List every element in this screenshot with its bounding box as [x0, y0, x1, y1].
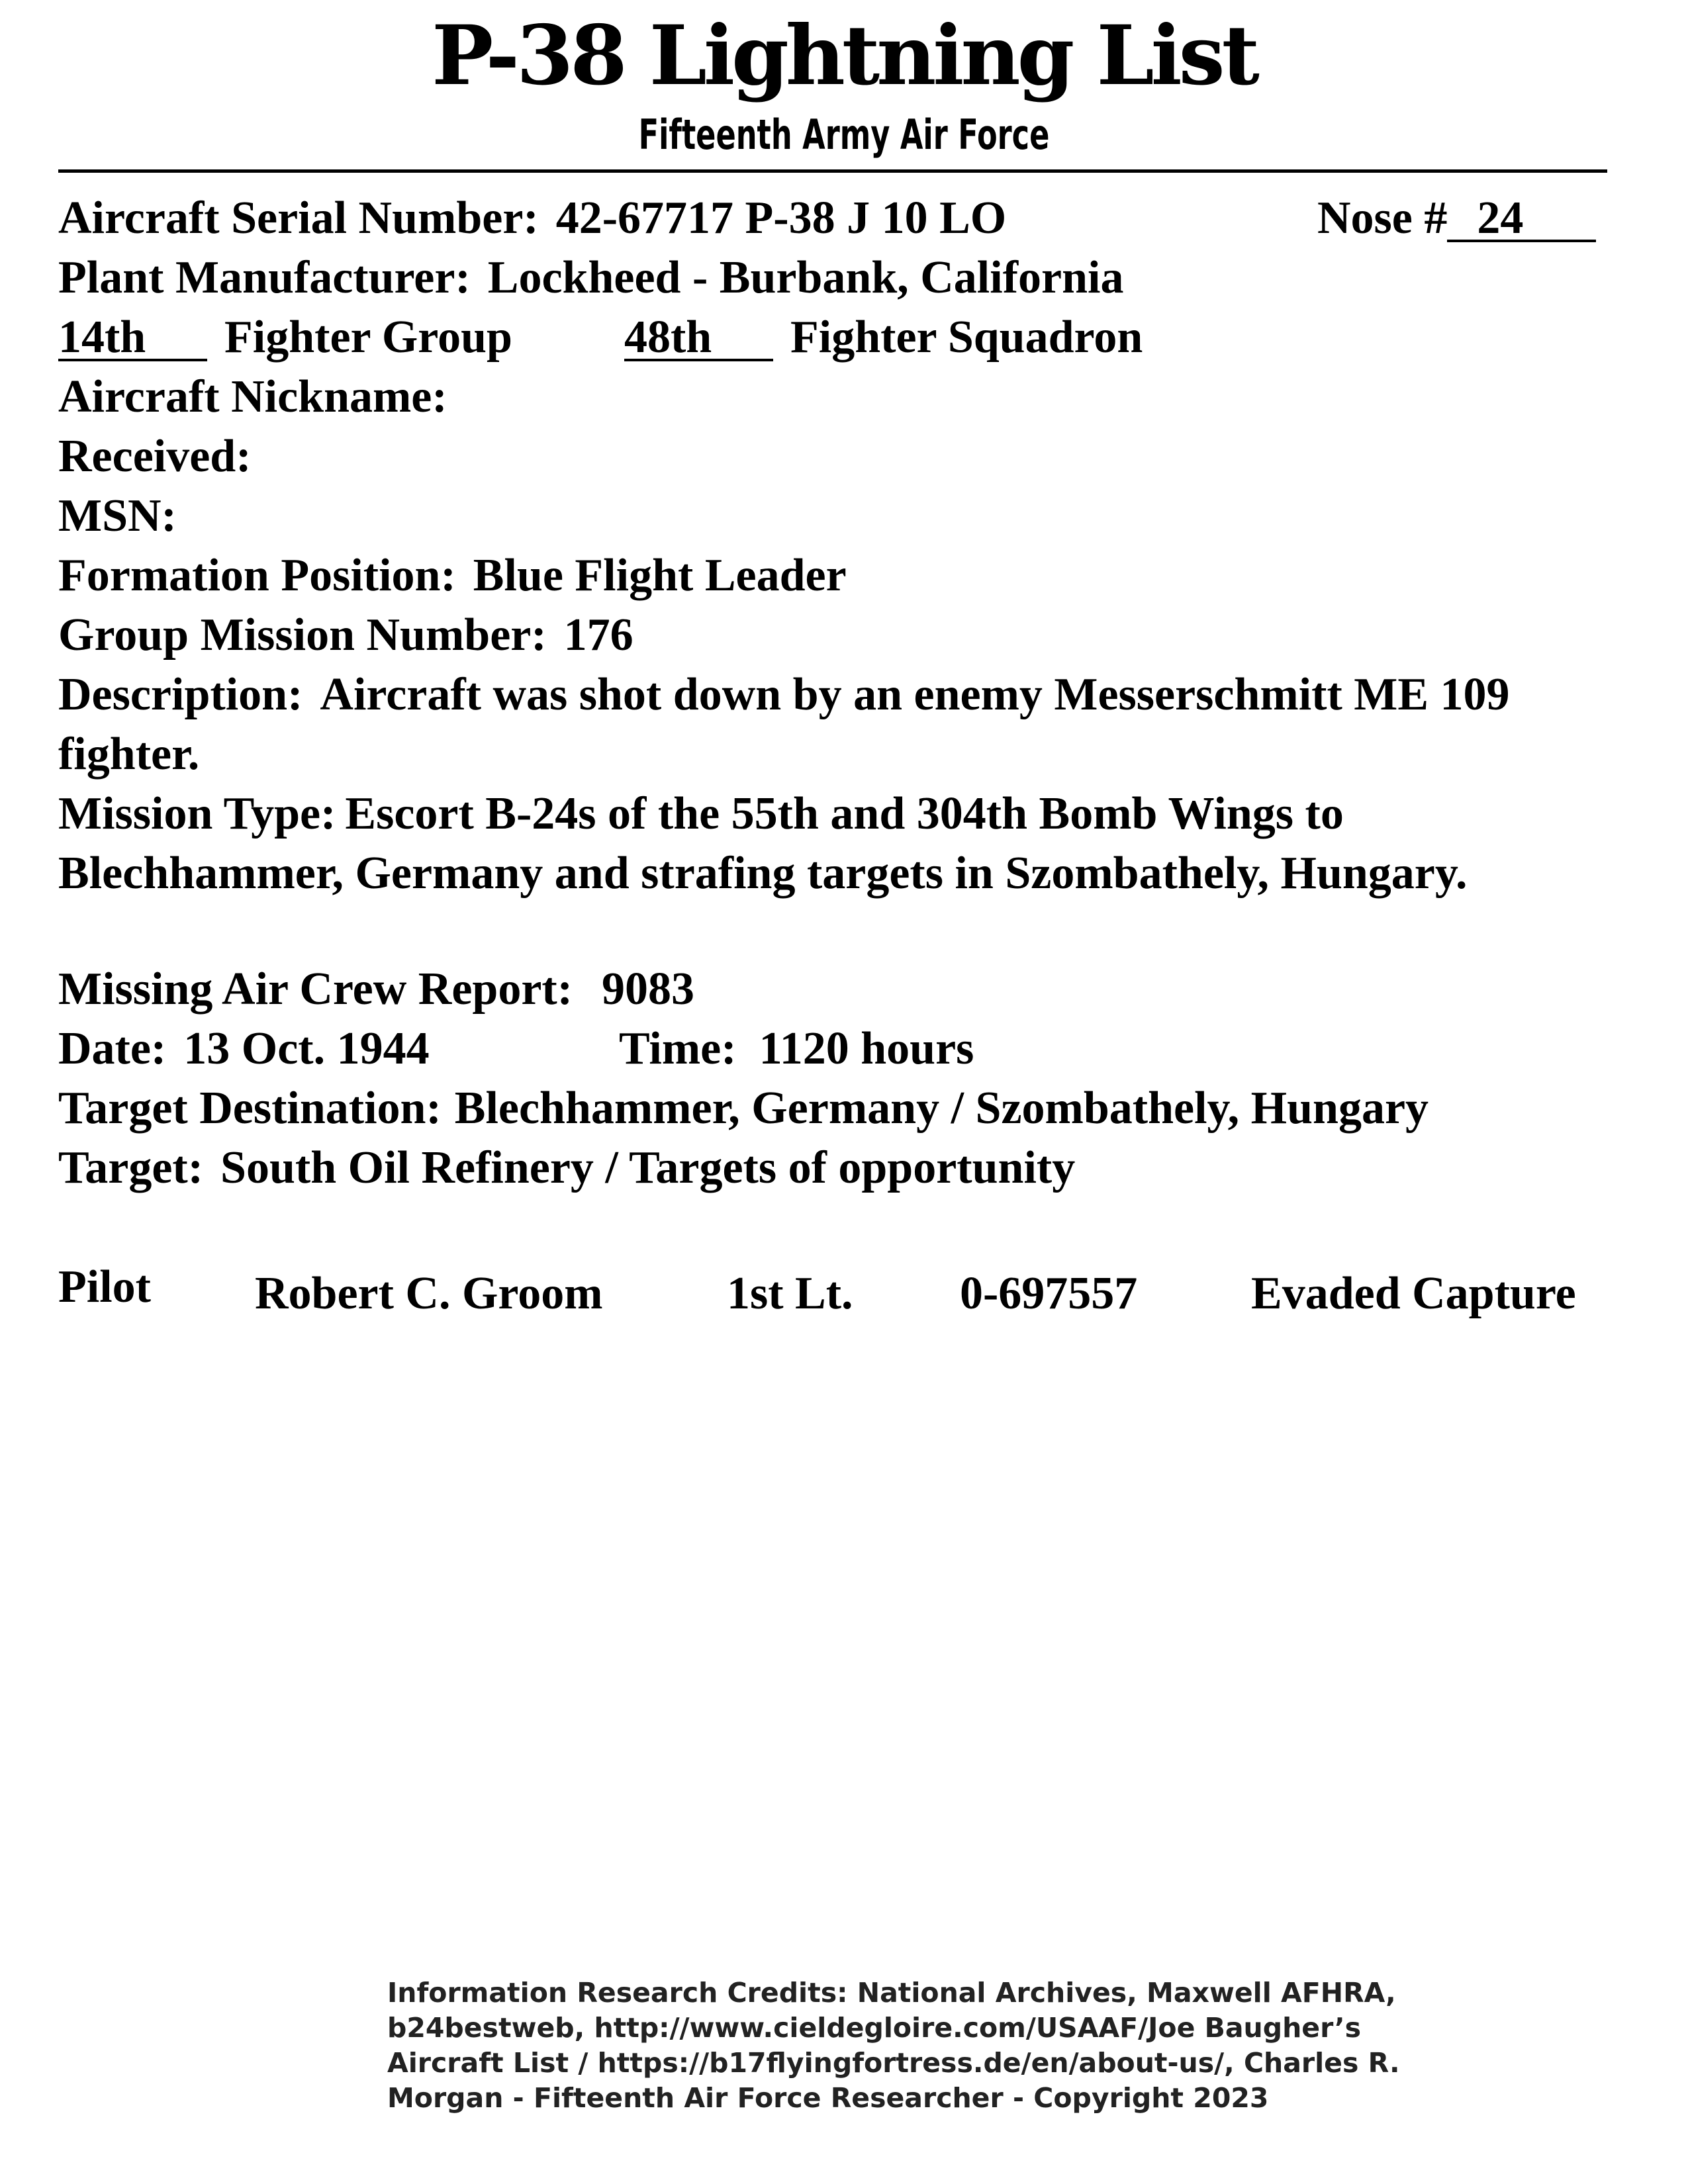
serial-number-label: Aircraft Serial Number: — [58, 193, 539, 244]
page-title: P-38 Lightning List — [432, 8, 1256, 104]
credits-line-1: Information Research Credits: National Archives, Maxwell AFHRA, — [387, 1977, 1396, 2009]
nose-number-value: 24 — [1447, 197, 1596, 242]
group-mission-label: Group Mission Number: — [58, 610, 547, 660]
macr-label: Missing Air Crew Report: — [58, 964, 573, 1015]
fighter-squadron-label: Fighter Squadron — [790, 312, 1143, 363]
date-value: 13 Oct. 1944 — [183, 1023, 430, 1074]
nose-number-row — [1317, 192, 1596, 245]
description-label: Description: — [58, 669, 303, 720]
credits-line-4: Morgan - Fifteenth Air Force Researcher - Copyright 2023 — [387, 2082, 1269, 2114]
crew-role: Pilot — [58, 1261, 151, 1312]
description-line-1: Aircraft was shot down by an enemy Messerschmitt ME 109 — [320, 669, 1510, 720]
macr-row — [58, 963, 694, 1016]
destination-row — [58, 1082, 1429, 1135]
group-row — [58, 311, 512, 364]
nickname-label: Aircraft Nickname: — [58, 371, 447, 422]
fighter-squadron-value: 48th — [624, 316, 773, 361]
date-row — [58, 1023, 430, 1075]
time-value: 1120 hours — [759, 1023, 974, 1074]
target-value: South Oil Refinery / Targets of opportunity — [220, 1142, 1076, 1193]
crew-rank: 1st Lt. — [727, 1268, 853, 1319]
crew-serial: 0-697557 — [960, 1268, 1138, 1319]
time-row — [619, 1023, 974, 1075]
mission-type-row — [58, 788, 1344, 841]
date-label: Date: — [58, 1023, 167, 1074]
credits-line-3: Aircraft List / https://b17flyingfortress.de/en/about-us/, Charles R. — [387, 2047, 1400, 2079]
target-label: Target: — [58, 1142, 204, 1193]
time-label: Time: — [619, 1023, 737, 1074]
mission-type-label: Mission Type: — [58, 788, 336, 839]
squadron-row — [624, 311, 1143, 364]
manufacturer-row — [58, 251, 1123, 304]
group-mission-row — [58, 609, 633, 662]
destination-value: Blechhammer, Germany / Szombathely, Hungary — [454, 1083, 1429, 1134]
target-row — [58, 1142, 1075, 1195]
header-rule — [58, 169, 1607, 173]
mission-type-line-1: Escort B-24s of the 55th and 304th Bomb Wings to — [345, 788, 1344, 839]
serial-number-value: 42-67717 P-38 J 10 LO — [555, 193, 1007, 244]
destination-label: Target Destination: — [58, 1083, 442, 1134]
macr-value: 9083 — [602, 964, 695, 1015]
credits-line-2: b24bestweb, http://www.cieldegloire.com/USAAF/Joe Baugher’s — [387, 2012, 1362, 2044]
msn-label: MSN: — [58, 490, 177, 541]
serial-number-row — [58, 192, 1006, 245]
mission-type-line-2: Blechhammer, Germany and strafing targets in Szombathely, Hungary. — [58, 848, 1468, 899]
manufacturer-value: Lockheed - Burbank, California — [487, 252, 1124, 303]
page-subtitle: Fifteenth Army Air Force — [638, 111, 1050, 159]
group-mission-value: 176 — [563, 610, 633, 660]
description-line-2: fighter. — [58, 729, 200, 780]
manufacturer-label: Plant Manufacturer: — [58, 252, 471, 303]
nose-number-label: Nose # — [1317, 193, 1448, 244]
crew-status: Evaded Capture — [1251, 1268, 1576, 1319]
formation-value: Blue Flight Leader — [473, 550, 847, 601]
formation-row — [58, 549, 847, 602]
fighter-group-value: 14th — [58, 316, 207, 361]
description-row — [58, 668, 1510, 721]
fighter-group-label: Fighter Group — [224, 312, 512, 363]
received-label: Received: — [58, 431, 252, 482]
research-credits — [387, 1976, 1513, 2116]
formation-label: Formation Position: — [58, 550, 456, 601]
crew-name: Robert C. Groom — [255, 1268, 603, 1319]
